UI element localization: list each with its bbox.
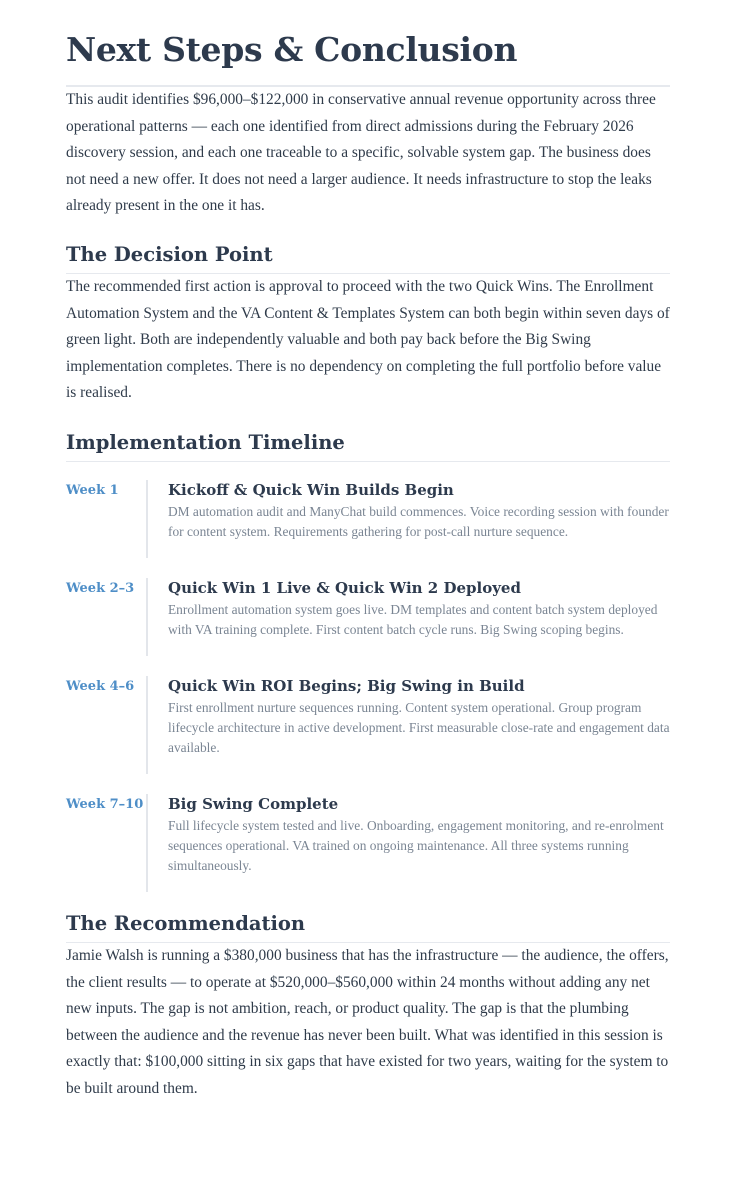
timeline-item-description: DM automation audit and ManyChat build commences. Voice recording session with founder for content system. Requirements gathering for post-call nurture sequence. (168, 503, 669, 539)
timeline-item-content (146, 794, 670, 892)
timeline-item-week-7-10 (66, 794, 670, 892)
timeline-item-content (146, 578, 670, 656)
intro-paragraph: This audit identifies $96,000–$122,000 in conservative annual revenue opportunity across three operational patterns — each one identified from direct admissions during the February 2026 discovery session, and each one traceable to a specific, solvable system gap. The business does not need a new offer. It does not need a larger audience. It needs infrastructure to stop the leaks already present in the one it has. (66, 91, 656, 215)
timeline-item-title: Kickoff & Quick Win Builds Begin (168, 480, 454, 499)
timeline-item-title: Big Swing Complete (168, 794, 339, 813)
page-title: Next Steps & Conclusion (66, 30, 670, 87)
timeline-week-label: Week 7–10 (66, 796, 144, 812)
timeline-item-description: Full lifecycle system tested and live. Onboarding, engagement monitoring, and re-enrolment sequences operational. VA trained on ongoing maintenance. All three systems running simultaneously. (168, 817, 664, 873)
timeline-item-content (146, 676, 670, 774)
timeline-item-description: First enrollment nurture sequences running. Content system operational. Group program lifecycle architecture in active development. First measurable close-rate and engagement data available. (168, 699, 670, 755)
timeline-week-label: Week 1 (66, 482, 119, 498)
recommendation-heading: The Recommendation (66, 912, 670, 943)
timeline-item-week-1 (66, 480, 670, 558)
timeline-item-description: Enrollment automation system goes live. DM templates and content batch system deployed with VA training complete. First content batch cycle runs. Big Swing scoping begins. (168, 601, 658, 637)
timeline-item-week-2-3 (66, 578, 670, 656)
timeline-week-label: Week 4–6 (66, 678, 135, 694)
timeline-item-content (146, 480, 670, 558)
decision-heading: The Decision Point (66, 243, 670, 274)
timeline-item-title: Quick Win ROI Begins; Big Swing in Build (168, 676, 525, 695)
recommendation-paragraph: Jamie Walsh is running a $380,000 business that has the infrastructure — the audience, the offers, the client results — to operate at $520,000–$560,000 within 24 months without adding any net new inputs. The gap is not ambition, reach, or product quality. The gap is that the plumbing between the audience and the revenue has never been built. What was identified in this session is exactly that: $100,000 sitting in six gaps that have existed for two years, waiting for the system to be built around them. (66, 946, 669, 1097)
decision-paragraph: The recommended first action is approval to proceed with the two Quick Wins. The Enrollment Automation System and the VA Content & Templates System can both begin within seven days of green light. Both are independently valuable and both pay back before the Big Swing implementation completes. There is no dependency on completing the full portfolio before value is realised. (66, 277, 670, 402)
timeline-item-title: Quick Win 1 Live & Quick Win 2 Deployed (168, 578, 521, 597)
timeline-item-week-4-6 (66, 676, 670, 774)
timeline-week-label: Week 2–3 (66, 580, 135, 596)
implementation-timeline (66, 480, 670, 892)
timeline-heading: Implementation Timeline (66, 431, 670, 462)
